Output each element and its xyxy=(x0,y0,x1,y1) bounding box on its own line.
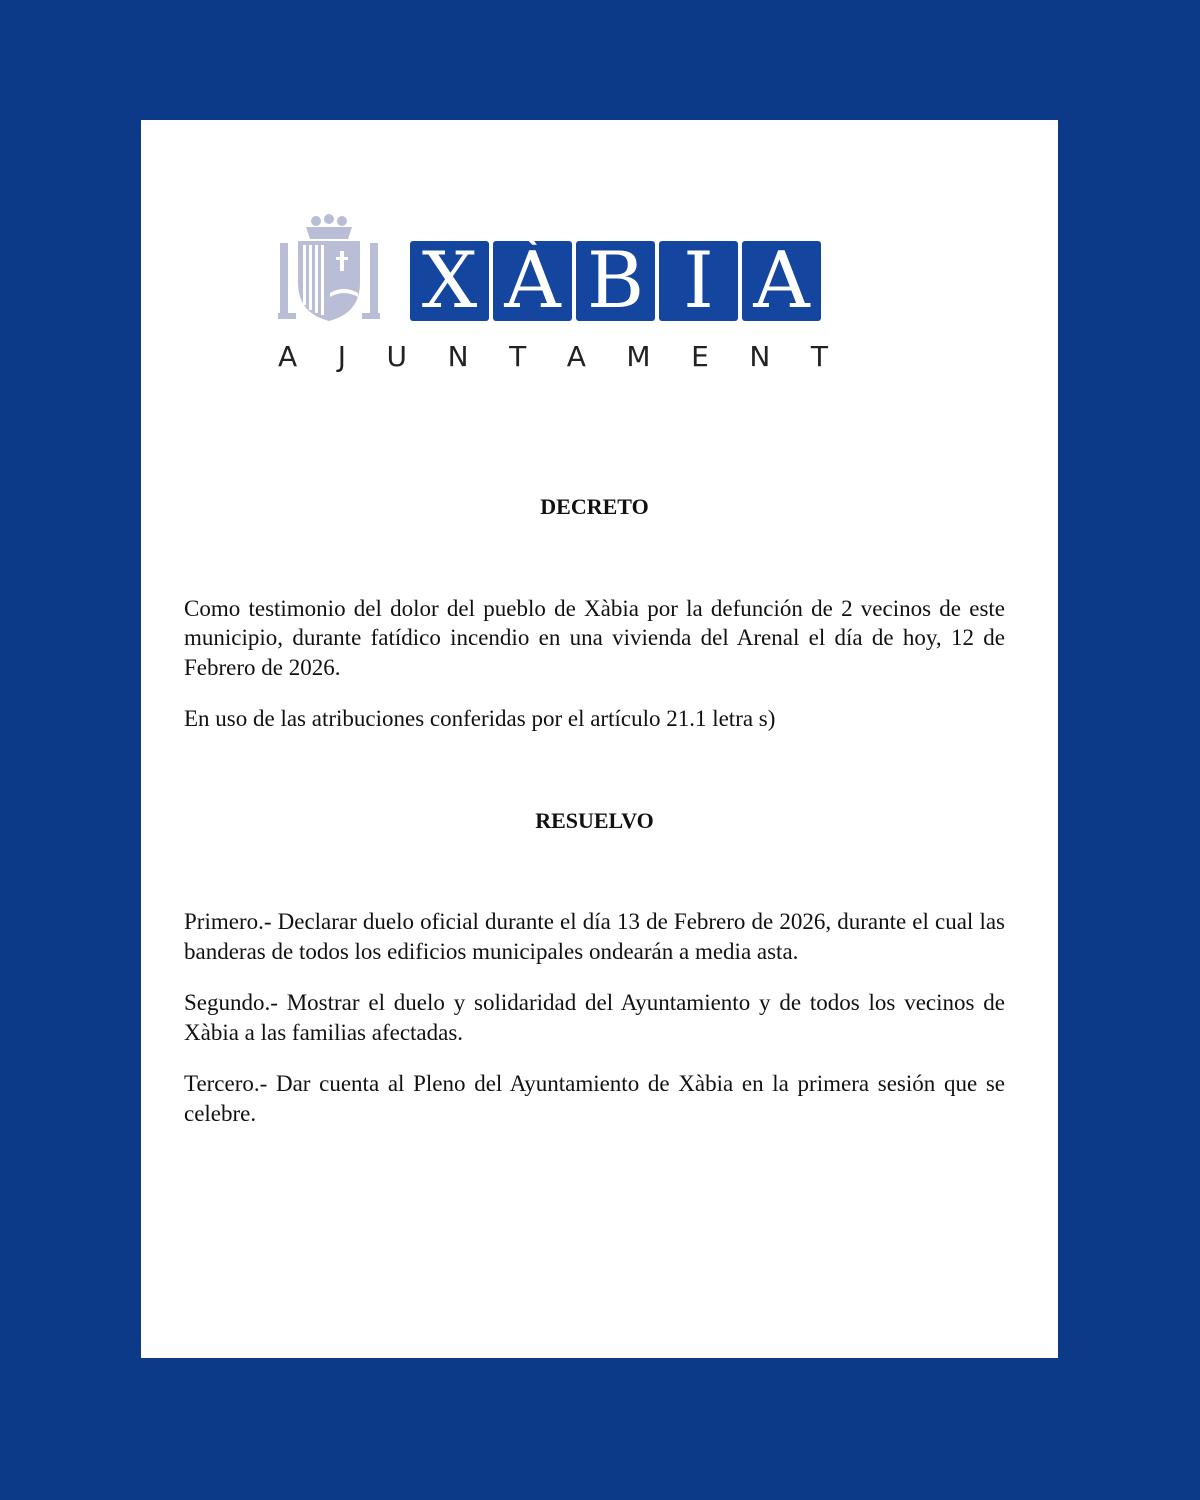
document-page xyxy=(141,120,1058,1358)
ajuntament-logo-text: A J U N T A M E N T xyxy=(278,340,828,373)
resolution-item: Primero.- Declarar duelo oficial durante el día 13 de Febrero de 2026, durante el cual las banderas de todos los edificios municipales ondearán a media asta. xyxy=(184,909,1005,964)
decree-title: DECRETO xyxy=(540,494,649,519)
intro-paragraph: En uso de las atribuciones conferidas por el artículo 21.1 letra s) xyxy=(184,706,776,731)
resolution-heading: RESUELVO xyxy=(535,807,654,833)
decree-body xyxy=(184,492,1005,1128)
coat-of-arms-icon xyxy=(278,213,380,323)
xabia-wordmark-logo: X À B I A xyxy=(410,241,821,321)
resolution-item: Tercero.- Dar cuenta al Pleno del Ayuntamiento de Xàbia en la primera sesión que se celebre. xyxy=(184,1071,1005,1126)
intro-paragraph: Como testimonio del dolor del pueblo de Xàbia por la defunción de 2 vecinos de este municipio, durante fatídico incendio en una vivienda del Arenal el día de hoy, 12 de Febrero de 2026. xyxy=(184,595,1005,680)
resolution-item: Segundo.- Mostrar el duelo y solidaridad del Ayuntamiento y de todos los vecinos de Xàbia a las familias afectadas. xyxy=(184,990,1005,1045)
